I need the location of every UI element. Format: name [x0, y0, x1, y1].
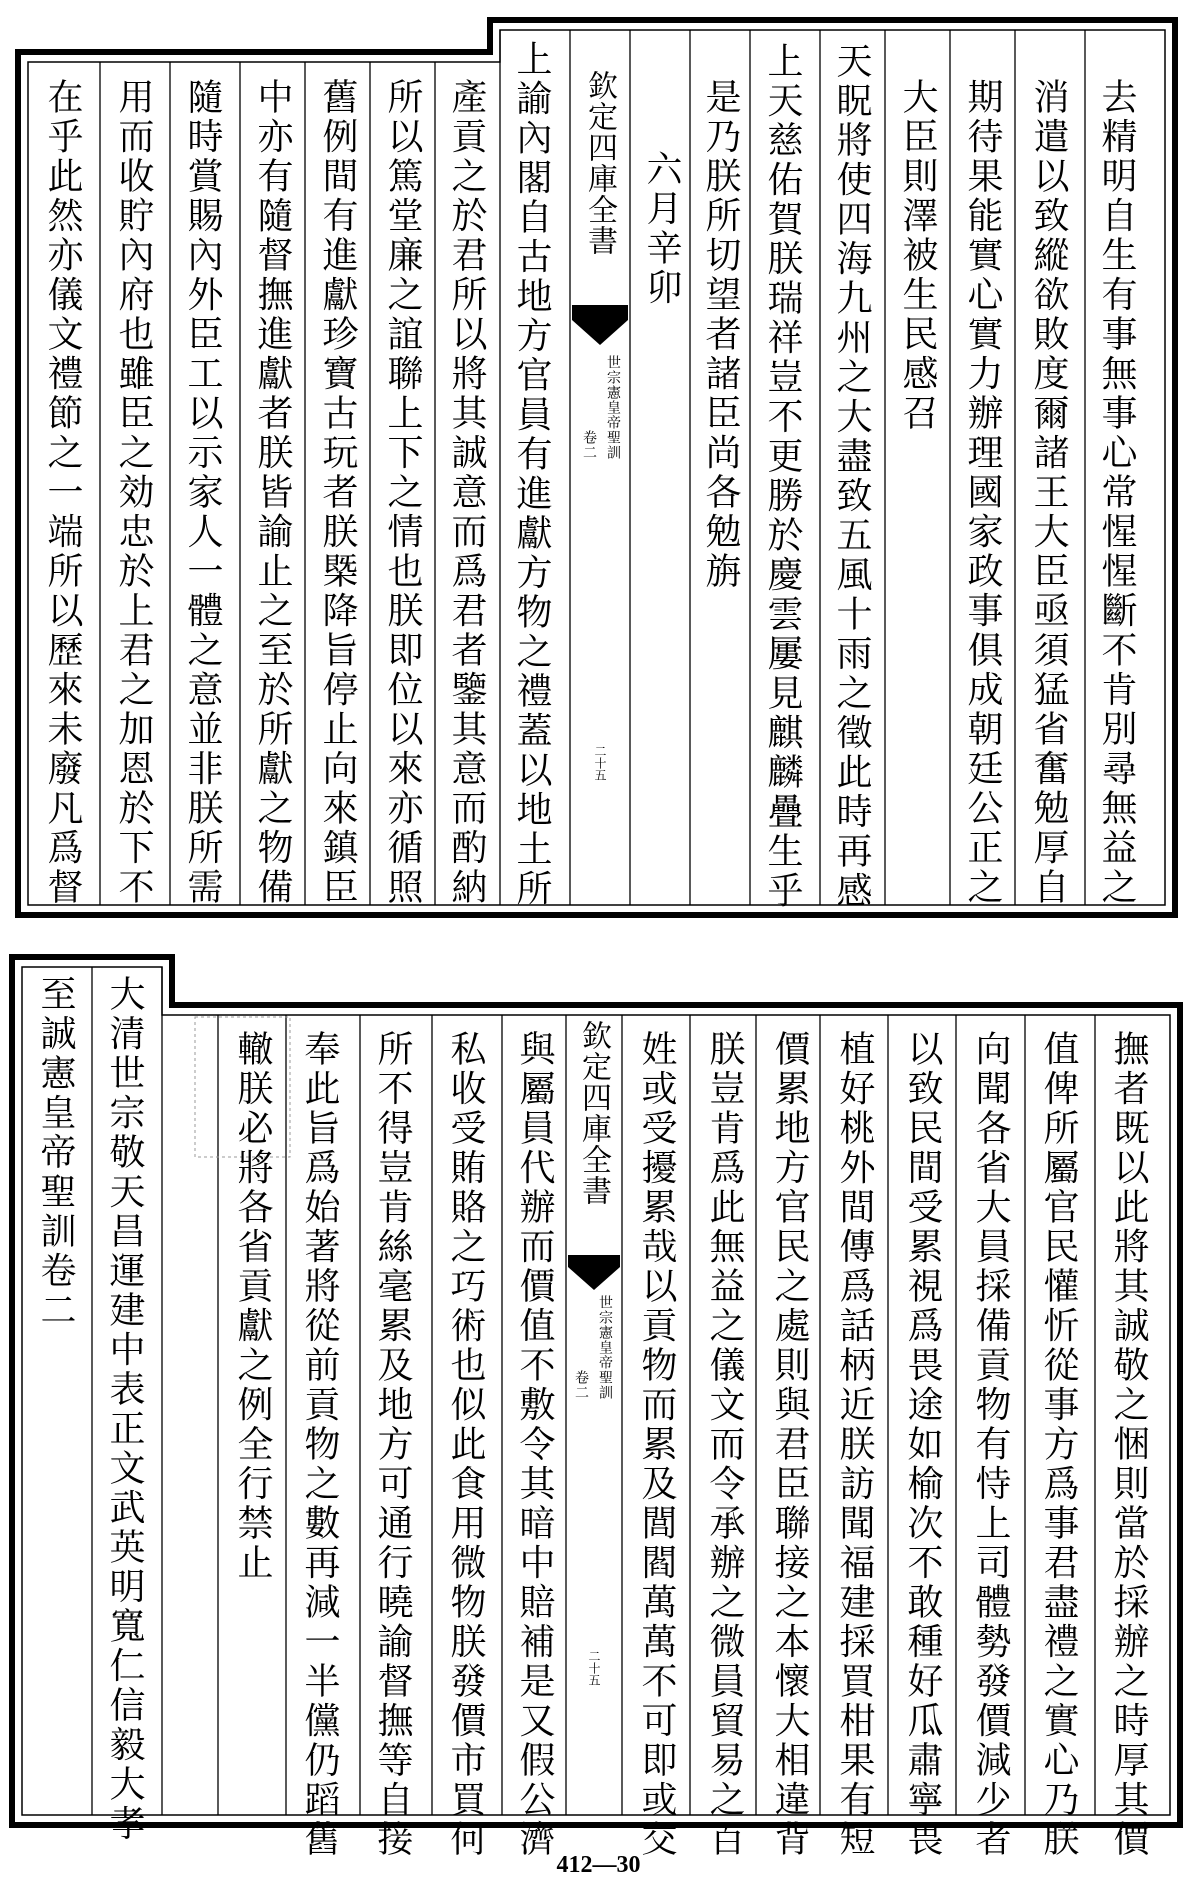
lower-col-8: 姓或受擾累哉以貢物而累及閭閻萬萬不可即或交: [636, 1030, 677, 1860]
upper-col-2: 消遣以致縱欲敗度爾諸王大臣亟須猛省奮勉厚自: [1028, 78, 1069, 908]
upper-col-15: 用而收貯內府也雖臣之効忠於上君之加恩於下不: [113, 78, 154, 908]
upper-col-16: 在乎此然亦儀文禮節之一端所以歷來未廢凡爲督: [42, 78, 83, 908]
lower-col-3: 向聞各省大員採備貢物有恃上司體勢發價減少者: [970, 1030, 1011, 1860]
upper-col-3: 期待果能實心實力辦理國家政事俱成朝廷公正之: [962, 78, 1003, 908]
upper-center-page: 二十五: [593, 745, 607, 781]
upper-col-5: 天眖將使四海九州之大盡致五風十雨之徵此時再感: [831, 42, 872, 911]
upper-col-4: 大臣則澤被生民感召: [897, 78, 938, 434]
upper-col-10: 產貢之於君所以將其誠意而爲君者鑒其意而酌納: [446, 78, 487, 908]
lower-col-1: 撫者既以此將其誠敬之悃則當於採辦之時厚其價: [1108, 1030, 1149, 1860]
lower-col-10: 私收受賄賂之巧術也似此食用微物朕發價市買何: [445, 1030, 486, 1860]
upper-center-volume: 卷二: [581, 430, 597, 460]
upper-col-9: 上諭內閣自古地方官員有進獻方物之禮蓋以地土所: [511, 40, 552, 909]
lower-col-4: 以致民間受累視爲畏途如榆次不敢種好瓜肅寧畏: [902, 1030, 943, 1860]
upper-col-8: 六月辛卯: [641, 150, 682, 308]
lower-col-12: 奉此旨爲始著將從前貢物之數再減一半儻仍蹈舊: [299, 1030, 340, 1860]
upper-center-subtitle: 世宗憲皇帝聖訓: [605, 355, 621, 460]
lower-col-2: 值俾所屬官民懽忻從事方爲事君盡禮之實心乃朕: [1038, 1030, 1079, 1860]
lower-col-9: 與屬員代辦而價值不敷令其暗中賠補是又假公濟: [514, 1030, 555, 1860]
upper-col-14: 隨時賞賜內外臣工以示家人一體之意並非朕所需: [182, 78, 223, 908]
lower-col-5: 植好桃外間傳爲話柄近朕訪聞福建採買柑果有短: [834, 1030, 875, 1860]
upper-col-6: 上天慈佑賀朕瑞祥豈不更勝於慶雲屢見麒麟疊生乎: [762, 42, 803, 911]
lower-col-13: 轍朕必將各省貢獻之例全行禁止: [232, 1030, 273, 1583]
upper-col-7: 是乃朕所切望者諸臣尚各勉旃: [700, 78, 741, 592]
lower-col-6: 價累地方官民之處則與君臣聯接之本懷大相違背: [769, 1030, 810, 1860]
page-number-footer: 412—30: [556, 1852, 641, 1878]
lower-col-7: 朕豈肯爲此無益之儀文而令承辦之微員貿易之百: [704, 1030, 745, 1860]
lower-col-16: 大清世宗敬天昌運建中表正文武英明寬仁信毅大孝: [104, 975, 145, 1844]
lower-center-volume: 卷二: [573, 1370, 589, 1400]
upper-col-11: 所以篤堂廉之誼聯上下之情也朕即位以來亦循照: [382, 78, 423, 908]
lower-col-11: 所不得豈肯絲毫累及地方可通行曉諭督撫等自接: [372, 1030, 413, 1860]
lower-center-title: 欽定四庫全書: [576, 1020, 611, 1206]
upper-col-12: 舊例間有進獻珍寶古玩者朕槩降旨停止向來鎮臣: [317, 78, 358, 908]
upper-page: [0, 0, 1197, 930]
lower-center-subtitle: 世宗憲皇帝聖訓: [597, 1295, 613, 1400]
upper-col-13: 中亦有隨督撫進獻者朕皆諭止之至於所獻之物備: [252, 78, 293, 908]
lower-page: [0, 945, 1197, 1860]
lower-col-17: 至誠憲皇帝聖訓卷二: [35, 975, 76, 1331]
lower-center-page: 二十五: [587, 1650, 601, 1686]
upper-col-1: 去精明自生有事無事心常惺惺斷不肯別尋無益之: [1096, 78, 1137, 908]
upper-center-title: 欽定四庫全書: [582, 70, 617, 256]
